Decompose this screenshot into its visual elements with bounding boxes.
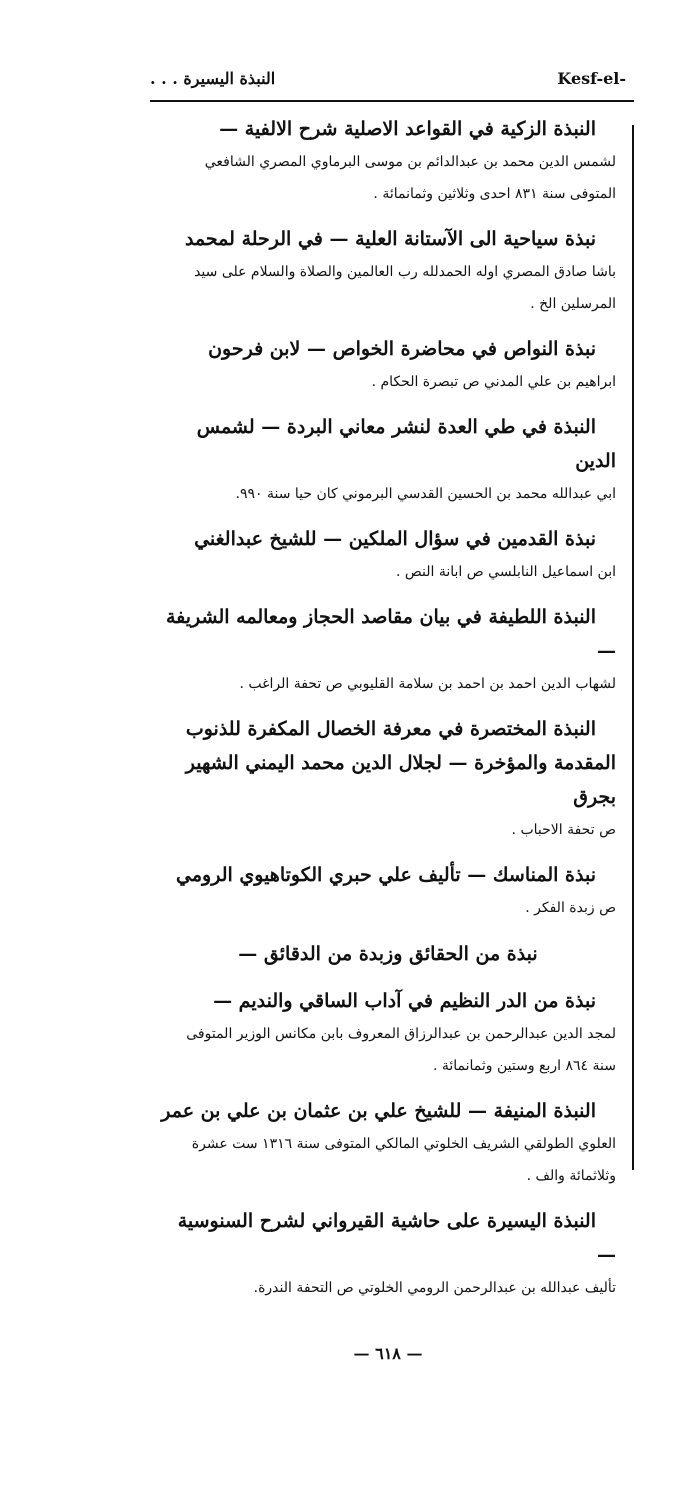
entry-desc: ابراهيم بن علي المدني ص تبصرة الحكام . — [371, 374, 616, 390]
entries-body — [160, 112, 616, 1316]
entry-title: نبذة المناسك — تأليف علي حبري الكوتاهيوي الرومي — [176, 864, 596, 886]
entry-title: نبذة القدمين في سؤال الملكين — للشيخ عبدالغني — [194, 528, 596, 550]
entry — [160, 222, 616, 320]
page-header — [150, 62, 626, 94]
entry — [160, 332, 616, 398]
entry-desc: لشهاب الدين احمد بن احمد بن سلامة القليوبي ص تحفة الراغب . — [239, 676, 616, 692]
entry-desc: ابي عبدالله محمد بن الحسين القدسي البرموني كان حيا سنة ٩٩٠. — [235, 486, 616, 502]
header-rule — [150, 100, 634, 102]
entry-title: النبذة المنيفة — للشيخ علي بن عثمان بن علي بن عمر — [161, 1100, 596, 1122]
entry-title: النبذة المختصرة في معرفة الخصال المكفرة للذنوب المقدمة والمؤخرة — لجلال الدين محمد اليمني الشهير بجرق — [185, 718, 616, 808]
entry-title: النبذة الزكية في القواعد الاصلية شرح الالفية — — [219, 118, 596, 140]
standalone-title: نبذة من الحقائق وزبدة من الدقائق — — [238, 943, 538, 965]
entry-title: نبذة سياحية الى الآستانة العلية — في الرحلة لمحمد — [184, 228, 596, 250]
entry-title: نبذة النواص في محاضرة الخواص — لابن فرحون — [208, 338, 596, 360]
entry-desc: ص زبدة الفكر . — [525, 900, 616, 916]
running-title-latin: Kesf-el- — [557, 68, 626, 88]
entry-desc: لمجد الدين عبدالرحمن بن عبدالرزاق المعروف بابن مكانس الوزير المتوفى سنة ٨٦٤ اربع وستين وثمانمائة . — [186, 1026, 616, 1074]
margin-rule — [632, 125, 634, 1170]
entry-desc: تأليف عبدالله بن عبدالرحمن الرومي الخلوتي ص التحفة الندرة. — [253, 1280, 616, 1296]
entry-desc: باشا صادق المصري اوله الحمدلله رب العالمين والصلاة والسلام على سيد المرسلين الخ . — [194, 264, 616, 312]
entry — [160, 1094, 616, 1192]
entry-title: النبذة اللطيفة في بيان مقاصد الحجاز ومعالمه الشريفة — — [165, 606, 616, 662]
entry — [160, 522, 616, 588]
entry-desc: العلوي الطولقي الشريف الخلوتي المالكي المتوفى سنة ١٣١٦ ست عشرة وثلاثمائة والف . — [191, 1136, 616, 1184]
entry — [160, 112, 616, 210]
entry — [160, 410, 616, 510]
entry-desc: ابن اسماعيل النابلسي ص ابانة النص . — [395, 564, 616, 580]
entry-title: النبذة في طي العدة لنشر معاني البردة — لشمس الدين — [196, 416, 616, 472]
entry — [160, 984, 616, 1082]
entry-desc: ص تحفة الاحباب . — [511, 822, 616, 838]
entry — [160, 712, 616, 846]
page-number: — ٦١٨ — — [353, 1344, 423, 1363]
entry-title: نبذة من الدر النظيم في آداب الساقي والنديم — — [213, 990, 596, 1012]
entry-desc: لشمس الدين محمد بن عبدالدائم بن موسى البرماوي المصري الشافعي المتوفى سنة ٨٣١ احدى وثلاثين وثمانمائة . — [204, 154, 616, 202]
entry — [160, 600, 616, 700]
entry — [160, 1204, 616, 1304]
running-title: النبذة اليسيرة . . . — [150, 68, 276, 88]
entry — [160, 858, 616, 924]
entry-title: النبذة اليسيرة على حاشية القيرواني لشرح السنوسية — — [177, 1210, 616, 1266]
